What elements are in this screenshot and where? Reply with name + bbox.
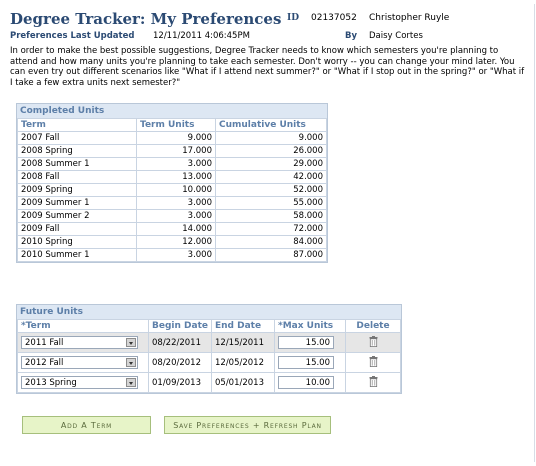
cell-max-units — [275, 333, 346, 353]
completed-units-table — [17, 118, 327, 262]
table-row — [18, 132, 327, 145]
cell-term: 2009 Spring — [18, 184, 137, 197]
last-updated-value: 12/11/2011 4:06:45PM — [153, 31, 250, 41]
cell-cumulative-units: 9.000 — [216, 132, 327, 145]
term-select-value: 2013 Spring — [25, 378, 77, 388]
cell-cumulative-units: 29.000 — [216, 158, 327, 171]
col-delete: Delete — [346, 320, 401, 333]
save-preferences-button[interactable]: Save Preferences + Refresh Plan — [164, 416, 331, 434]
table-row — [18, 333, 401, 353]
cell-term: 2007 Fall — [18, 132, 137, 145]
cell-term — [18, 373, 149, 393]
future-units-grid — [16, 304, 402, 394]
trash-icon[interactable] — [369, 336, 378, 350]
term-select-value: 2012 Fall — [25, 358, 64, 368]
cell-end-date: 05/01/2013 — [212, 373, 275, 393]
add-term-button[interactable]: Add A Term — [22, 416, 151, 434]
table-row — [18, 197, 327, 210]
term-select[interactable] — [21, 336, 138, 349]
cell-delete — [346, 373, 401, 393]
max-units-input[interactable]: 15.00 — [278, 356, 334, 369]
student-name: Christopher Ruyle — [369, 13, 450, 23]
completed-units-heading: Completed Units — [17, 104, 327, 118]
cell-cumulative-units: 84.000 — [216, 236, 327, 249]
last-updated-label: Preferences Last Updated — [10, 31, 135, 41]
chevron-down-icon[interactable] — [126, 378, 136, 387]
cell-term: 2010 Summer 1 — [18, 249, 137, 262]
cell-term: 2008 Summer 1 — [18, 158, 137, 171]
cell-cumulative-units: 87.000 — [216, 249, 327, 262]
completed-units-grid — [16, 103, 328, 263]
chevron-down-icon[interactable] — [126, 338, 136, 347]
cell-delete — [346, 353, 401, 373]
col-term-units: Term Units — [137, 119, 216, 132]
table-row — [18, 158, 327, 171]
table-row — [18, 145, 327, 158]
term-select[interactable] — [21, 376, 138, 389]
updated-by-value: Daisy Cortes — [369, 31, 423, 41]
col-max-units: *Max Units — [275, 320, 346, 333]
trash-icon[interactable] — [369, 376, 378, 390]
cell-cumulative-units: 26.000 — [216, 145, 327, 158]
cell-begin-date: 08/22/2011 — [149, 333, 212, 353]
id-value: 02137052 — [311, 13, 357, 23]
cell-term: 2008 Fall — [18, 171, 137, 184]
cell-max-units — [275, 353, 346, 373]
cell-cumulative-units: 42.000 — [216, 171, 327, 184]
updated-by-label: By — [345, 31, 358, 41]
table-row — [18, 184, 327, 197]
max-units-input[interactable]: 15.00 — [278, 336, 334, 349]
cell-term-units: 3.000 — [137, 210, 216, 223]
col-term: Term — [18, 119, 137, 132]
chevron-down-icon[interactable] — [126, 358, 136, 367]
cell-end-date: 12/15/2011 — [212, 333, 275, 353]
cell-cumulative-units: 52.000 — [216, 184, 327, 197]
future-units-table — [17, 319, 401, 393]
table-row — [18, 223, 327, 236]
cell-term-units: 14.000 — [137, 223, 216, 236]
cell-term: 2009 Summer 1 — [18, 197, 137, 210]
intro-text: In order to make the best possible suggestions, Degree Tracker needs to know which semesters you're planning to attend and how many units you're planning to take each semester. Don't worry -- you can change your mind later. You can even try out different scenarios like "What if I attend next summer?" or "What if I stop out in the spring?" or "What if I take a few extra units next semester?" — [10, 46, 525, 88]
cell-term-units: 17.000 — [137, 145, 216, 158]
term-select[interactable] — [21, 356, 138, 369]
cell-delete — [346, 333, 401, 353]
cell-term: 2009 Fall — [18, 223, 137, 236]
cell-term — [18, 353, 149, 373]
cell-begin-date: 01/09/2013 — [149, 373, 212, 393]
cell-end-date: 12/05/2012 — [212, 353, 275, 373]
col-term: *Term — [18, 320, 149, 333]
page-title: Degree Tracker: My Preferences — [10, 10, 282, 28]
table-row — [18, 171, 327, 184]
cell-term: 2008 Spring — [18, 145, 137, 158]
trash-icon[interactable] — [369, 356, 378, 370]
cell-term-units: 12.000 — [137, 236, 216, 249]
future-units-heading: Future Units — [17, 305, 401, 319]
cell-term-units: 10.000 — [137, 184, 216, 197]
table-row — [18, 249, 327, 262]
cell-begin-date: 08/20/2012 — [149, 353, 212, 373]
cell-cumulative-units: 72.000 — [216, 223, 327, 236]
cell-term: 2010 Spring — [18, 236, 137, 249]
cell-term-units: 3.000 — [137, 249, 216, 262]
term-select-value: 2011 Fall — [25, 338, 64, 348]
cell-term-units: 3.000 — [137, 158, 216, 171]
table-row — [18, 210, 327, 223]
cell-cumulative-units: 55.000 — [216, 197, 327, 210]
cell-max-units — [275, 373, 346, 393]
cell-term: 2009 Summer 2 — [18, 210, 137, 223]
cell-term-units: 3.000 — [137, 197, 216, 210]
cell-term — [18, 333, 149, 353]
table-row — [18, 373, 401, 393]
table-row — [18, 353, 401, 373]
col-cumulative-units: Cumulative Units — [216, 119, 327, 132]
table-row — [18, 236, 327, 249]
col-end-date: End Date — [212, 320, 275, 333]
cell-cumulative-units: 58.000 — [216, 210, 327, 223]
col-begin-date: Begin Date — [149, 320, 212, 333]
id-label: ID — [287, 13, 300, 23]
cell-term-units: 13.000 — [137, 171, 216, 184]
cell-term-units: 9.000 — [137, 132, 216, 145]
max-units-input[interactable]: 10.00 — [278, 376, 334, 389]
